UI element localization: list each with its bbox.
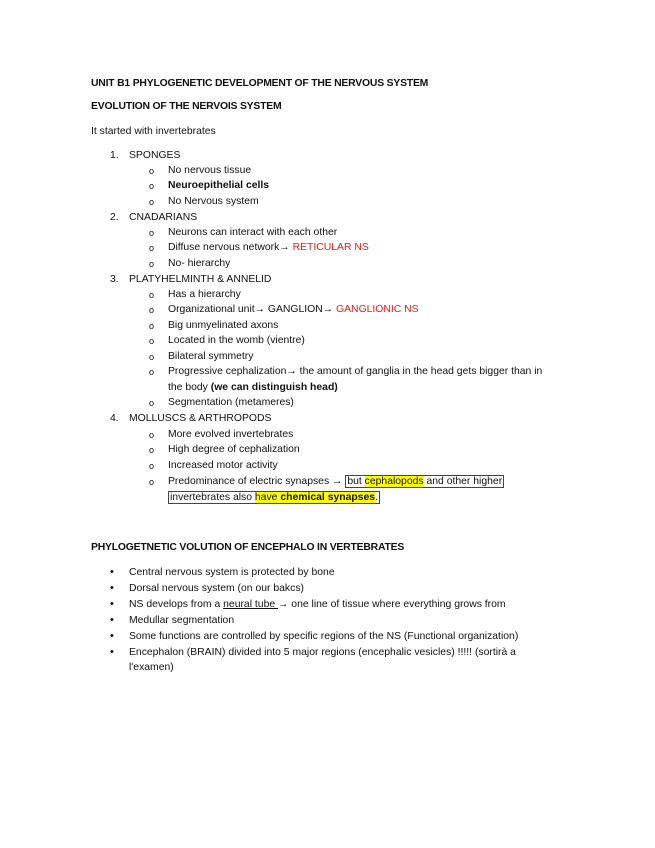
list-item-continuation: the body (we can distinguish head) [168,382,338,393]
list-number: 3. [110,274,119,285]
sub-bullet-marker: o [149,398,155,408]
bullet-marker: • [110,566,114,578]
list-item: Located in the womb (vientre) [168,335,305,346]
list-item: No- hierarchy [168,258,231,269]
sub-bullet-marker: o [149,290,155,300]
list-item: Segmentation (metameres) [168,397,294,408]
ganglionic-ns-term: GANGLIONIC NS [336,304,419,315]
list-item: Encephalon (BRAIN) divided into 5 major regions (encephalic vesicles) !!!!! (sortirà a [129,647,516,658]
sub-bullet-marker: o [149,305,155,315]
sub-bullet-marker: o [149,352,155,362]
section-heading-vertebrates: PHYLOGETNETIC VOLUTION OF ENCEPHALO IN VERTEBRATES [91,542,405,553]
boxed-note: but cephalopods and other higher [347,476,503,487]
neural-tube-term: neural tube [223,599,279,610]
group-name-cnidarians: CNADARIANS [129,212,198,223]
list-number: 2. [110,212,119,223]
list-item: No nervous tissue [168,165,252,176]
reticular-ns-term: RETICULAR NS [292,242,369,253]
group-name-platyhelminth: PLATYHELMINTH & ANNELID [129,274,272,285]
sub-bullet-marker: o [149,228,155,238]
list-item: Medullar segmentation [129,615,235,626]
sub-bullet-marker: o [149,259,155,269]
bullet-marker: • [110,614,114,626]
intro-text: It started with invertebrates [91,126,216,137]
list-item: Big unmyelinated axons [168,320,279,331]
sub-bullet-marker: o [149,166,155,176]
bullet-marker: • [110,630,114,642]
list-number: 1. [110,150,119,161]
list-item: Diffuse nervous network→ RETICULAR NS [168,242,369,253]
list-item: Some functions are controlled by specific regions of the NS (Functional organization) [129,631,519,642]
highlight-chemical-synapses: chemical synapses [280,492,376,503]
group-name-molluscs: MOLLUSCS & ARTHROPODS [129,413,272,424]
boxed-note-continuation: invertebrates also have chemical synapses. [170,492,378,503]
list-item: Organizational unit→ GANGLION→ GANGLIONIC NS [168,304,419,315]
sub-bullet-marker: o [149,445,155,455]
document-title: UNIT B1 PHYLOGENETIC DEVELOPMENT OF THE NERVOUS SYSTEM [91,78,429,89]
highlight-cephalopods: cephalopods [364,476,424,487]
sub-bullet-marker: o [149,430,155,440]
list-item: Progressive cephalization→ the amount of ganglia in the head gets bigger than in [168,366,543,377]
sub-bullet-marker: o [149,477,155,487]
bullet-marker: • [110,646,114,658]
list-item: Predominance of electric synapses → but cephalopods and other higher [168,476,503,487]
sub-bullet-marker: o [149,367,155,377]
sub-bullet-marker: o [149,243,155,253]
sub-bullet-marker: o [149,321,155,331]
section-heading-evolution: EVOLUTION OF THE NERVOIS SYSTEM [91,101,282,112]
list-item: High degree of cephalization [168,444,300,455]
list-item: Central nervous system is protected by bone [129,567,335,578]
list-number: 4. [110,413,119,424]
sub-bullet-marker: o [149,181,155,191]
bullet-marker: • [110,598,114,610]
list-item: Neurons can interact with each other [168,227,338,238]
list-item: Dorsal nervous system (on our bakcs) [129,583,304,594]
list-item: More evolved invertebrates [168,429,294,440]
list-item: Increased motor activity [168,460,278,471]
sub-bullet-marker: o [149,197,155,207]
list-item: Bilateral symmetry [168,351,254,362]
list-item-continuation [168,492,380,503]
bullet-marker: • [110,582,114,594]
list-item-continuation: l'examen) [129,662,174,673]
sub-bullet-marker: o [149,461,155,471]
list-item: Has a hierarchy [168,289,241,300]
list-item: Neuroepithelial cells [168,180,270,191]
list-item: No Nervous system [168,196,259,207]
sub-bullet-marker: o [149,336,155,346]
list-item: NS develops from a neural tube → one line of tissue where everything grows from [129,599,506,610]
group-name-sponges: SPONGES [129,150,181,161]
